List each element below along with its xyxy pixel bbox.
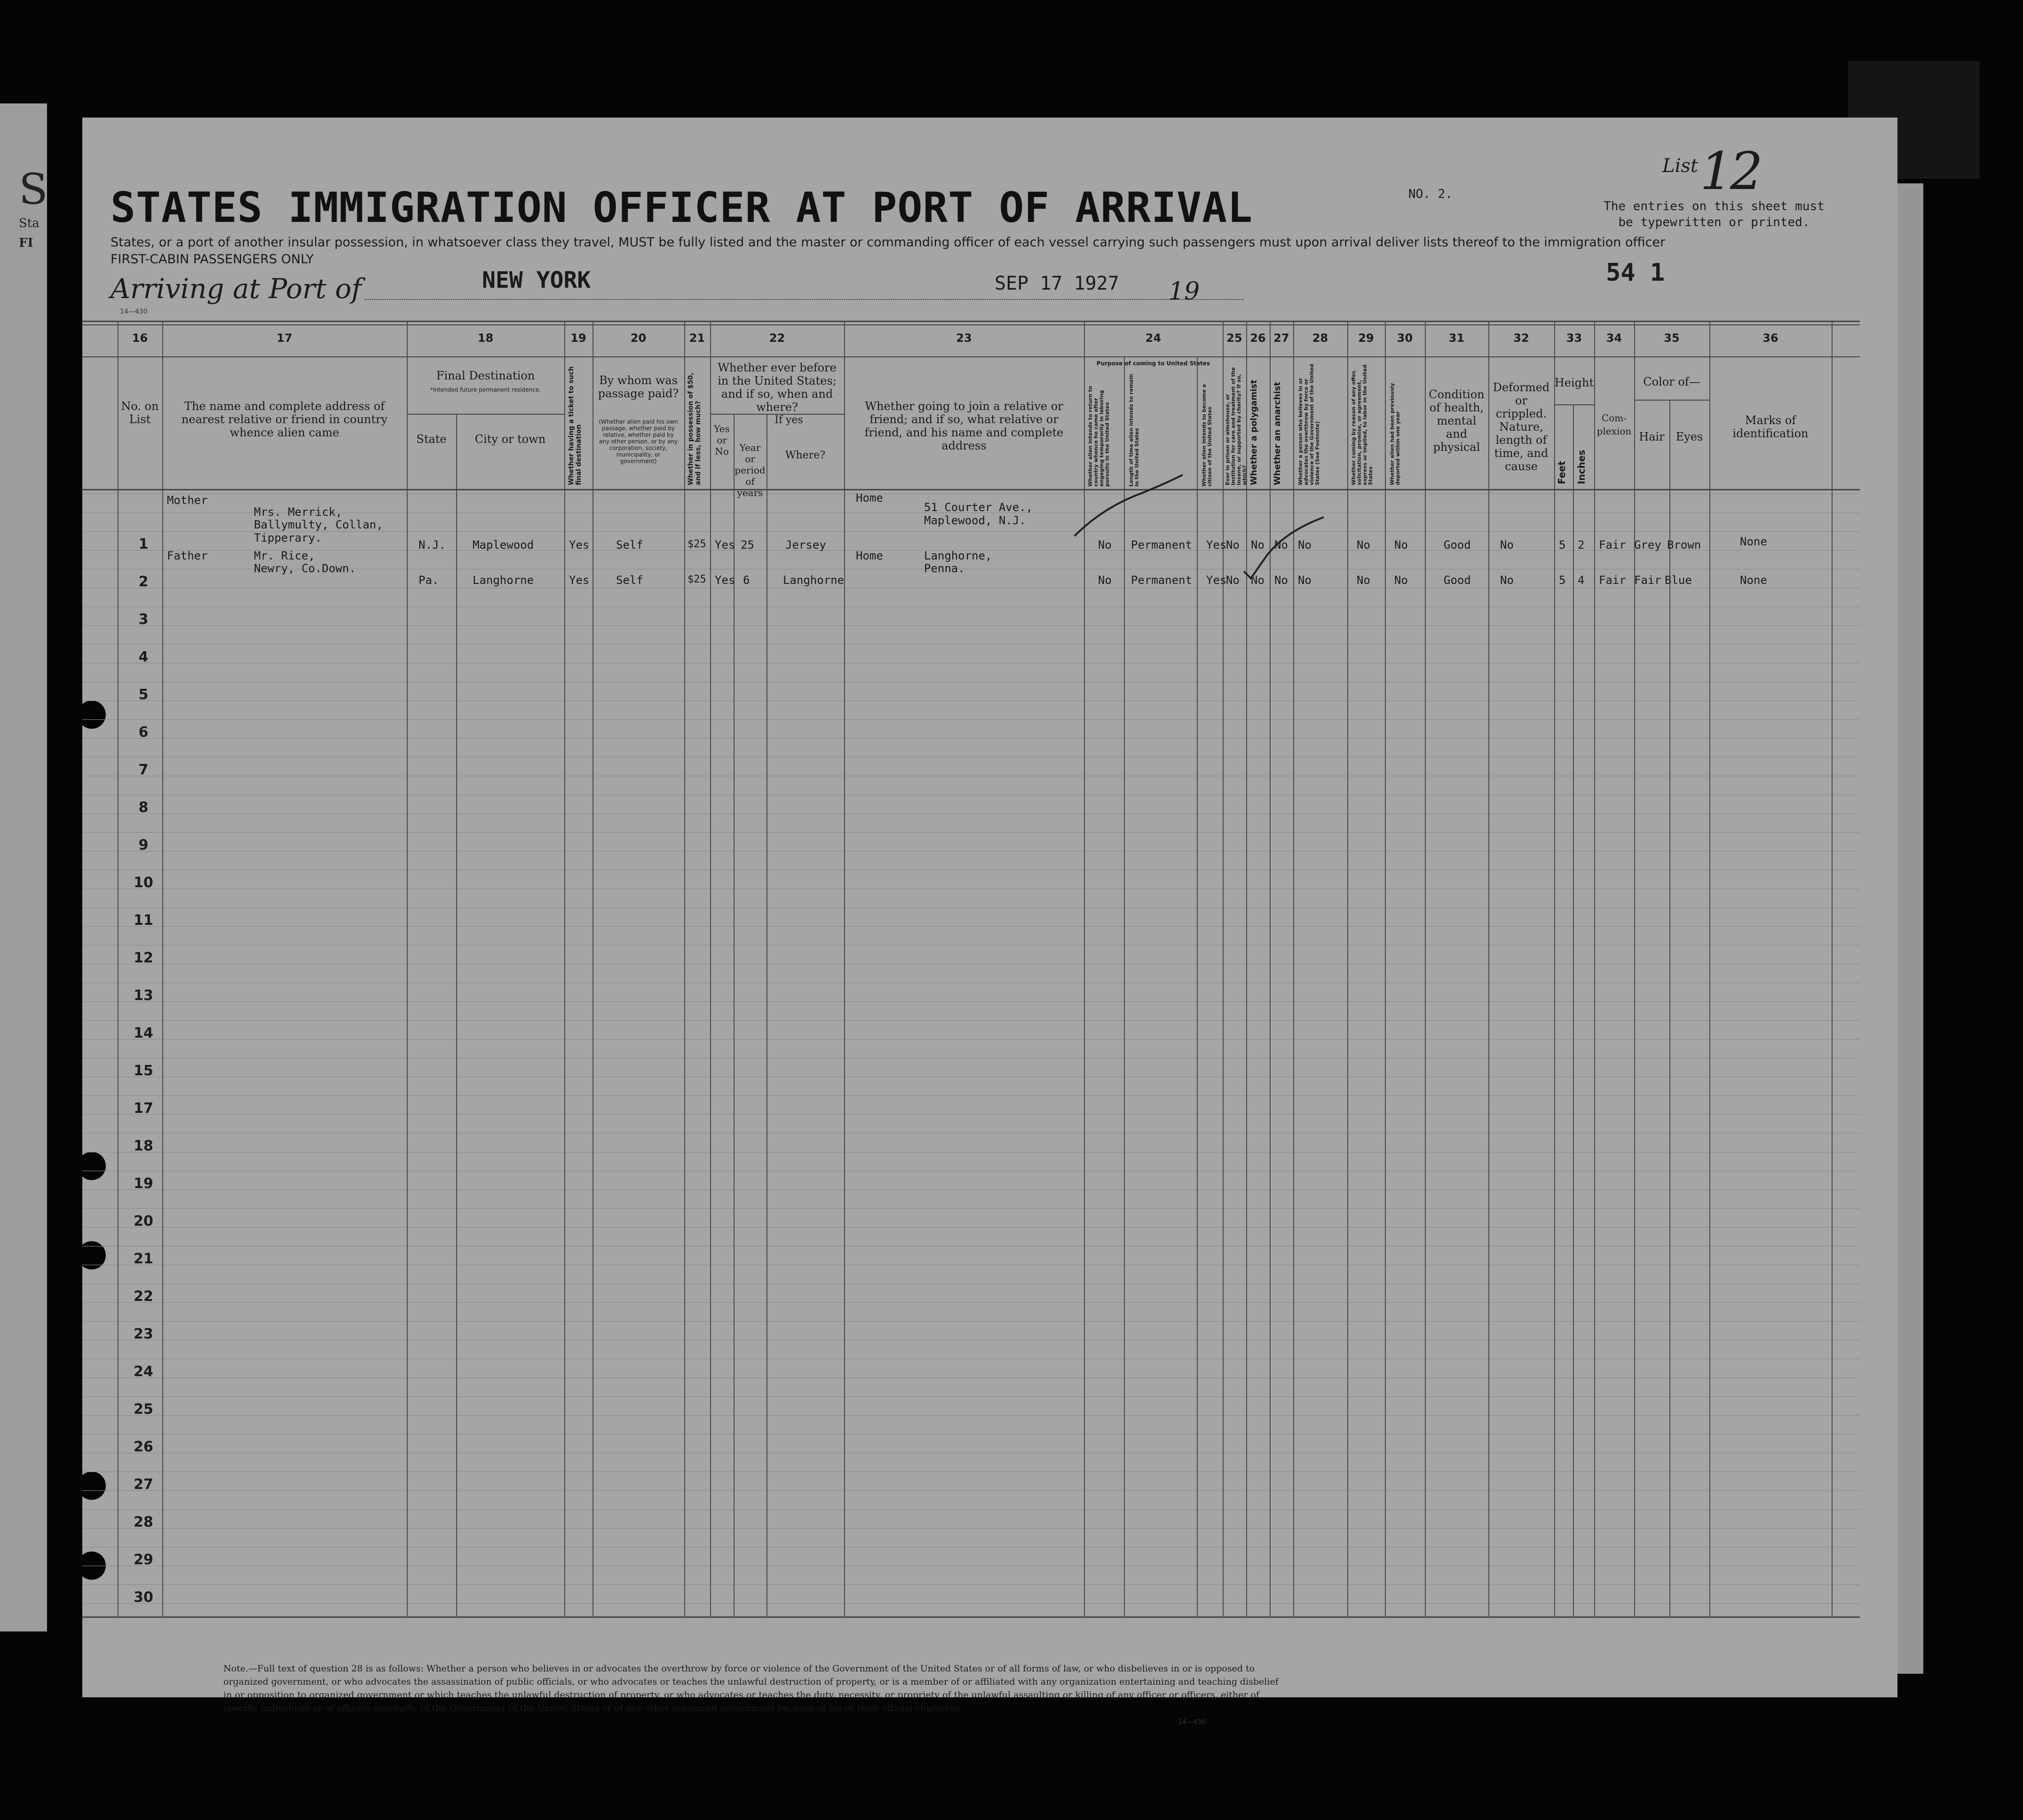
header-purpose: Purpose of coming to United States bbox=[1096, 360, 1210, 367]
row-number: 1 bbox=[138, 536, 149, 552]
row1-health: Good bbox=[1444, 538, 1471, 552]
header-eyes: Eyes bbox=[1675, 430, 1703, 443]
port-field-line bbox=[364, 299, 905, 300]
header-hair: Hair bbox=[1639, 430, 1665, 443]
row-number: 30 bbox=[134, 1589, 153, 1606]
row1-return: No bbox=[1098, 538, 1112, 552]
row-number: 27 bbox=[134, 1476, 153, 1493]
column-number: 31 bbox=[1448, 331, 1465, 345]
subheader-line bbox=[407, 414, 564, 415]
row2-inches: 4 bbox=[1578, 574, 1585, 587]
ruled-line bbox=[82, 1584, 1860, 1585]
row1-marks: None bbox=[1740, 535, 1767, 548]
arrival-date: SEP 17 1927 bbox=[995, 273, 1119, 294]
column-number: 30 bbox=[1397, 331, 1413, 345]
ruled-line bbox=[82, 1227, 1860, 1228]
header-final-destination: Final Destination bbox=[436, 369, 535, 382]
row2-join-address: Langhorne, bbox=[924, 549, 992, 562]
column-divider bbox=[162, 321, 163, 1617]
column-divider bbox=[564, 321, 565, 1617]
header-color-of: Color of— bbox=[1643, 375, 1700, 388]
header-state: State bbox=[416, 433, 447, 446]
ruled-line bbox=[82, 1039, 1860, 1040]
row2-marks: None bbox=[1740, 574, 1767, 587]
ruled-line bbox=[82, 719, 1860, 720]
check-stroke bbox=[1075, 475, 1183, 536]
row2-health: Good bbox=[1444, 574, 1471, 587]
port-value: NEW YORK bbox=[482, 267, 591, 293]
row1-city: Maplewood bbox=[473, 538, 534, 552]
column-divider bbox=[407, 321, 408, 1617]
row2-paid-by: Self bbox=[616, 574, 643, 587]
ruled-line bbox=[82, 1302, 1860, 1303]
class-label: FIRST-CABIN PASSENGERS ONLY bbox=[111, 252, 314, 267]
year-prefix: 19 bbox=[1169, 277, 1200, 306]
row-number: 17 bbox=[134, 1100, 153, 1117]
ruled-line bbox=[82, 907, 1860, 908]
row1-join-type: Home bbox=[856, 491, 883, 504]
column-divider bbox=[1709, 321, 1710, 1617]
row2-join-address: Penna. bbox=[924, 562, 965, 575]
row1-inches: 2 bbox=[1578, 538, 1585, 552]
adjacent-page-strip bbox=[0, 103, 47, 1631]
row1-before-years: 25 bbox=[741, 538, 754, 552]
row2-polygamist: No bbox=[1251, 574, 1264, 587]
column-number: 33 bbox=[1566, 331, 1582, 345]
entries-note bbox=[1582, 198, 1846, 230]
row-number: 2 bbox=[138, 574, 149, 590]
ruled-line bbox=[82, 1095, 1860, 1096]
ruled-line bbox=[82, 1114, 1860, 1115]
table-top-border bbox=[82, 321, 1860, 322]
header-feet: Feet bbox=[1556, 461, 1567, 484]
entries-note-line: The entries on this sheet must bbox=[1604, 199, 1825, 213]
subheader-line bbox=[1634, 400, 1709, 401]
check-marks bbox=[1070, 465, 1375, 588]
column-divider bbox=[1425, 321, 1426, 1617]
header-deported: Whether alien had been previously deported within one year bbox=[1389, 383, 1401, 485]
ruled-line bbox=[82, 832, 1860, 833]
ruled-line bbox=[82, 1321, 1860, 1322]
column-divider bbox=[1385, 321, 1386, 1617]
ruled-line bbox=[82, 1020, 1860, 1021]
row-number: 22 bbox=[134, 1288, 153, 1305]
row-number: 15 bbox=[134, 1063, 153, 1079]
header-ticket: Whether having a ticket to such final destination bbox=[568, 366, 583, 485]
header-passage-paid-sub: (Whether alien paid his own passage, whether paid by relative, whether paid by any other person, or by any corporation, society, municipality, or government) bbox=[599, 418, 678, 465]
ruled-line bbox=[82, 1509, 1860, 1510]
header-before-yesno: Yes or No bbox=[714, 423, 730, 457]
row1-polygamist: No bbox=[1251, 538, 1264, 552]
row-number: 7 bbox=[138, 762, 149, 778]
row2-feet: 5 bbox=[1559, 574, 1566, 587]
column-number: 28 bbox=[1312, 331, 1328, 345]
header-contract-labor: Whether coming by reason of any offer, solicitation, promise, or agreement, express or implied, to labor in the United States bbox=[1351, 364, 1374, 485]
column-divider bbox=[1488, 321, 1489, 1617]
row2-city: Langhorne bbox=[473, 574, 534, 587]
column-number: 17 bbox=[277, 331, 292, 345]
row1-money: $25 bbox=[688, 538, 706, 550]
row1-citizen: Yes bbox=[1206, 538, 1227, 552]
row1-deported: No bbox=[1394, 538, 1408, 552]
row-number: 19 bbox=[134, 1175, 153, 1192]
header-inches: Inches bbox=[1576, 449, 1587, 484]
row-number: 9 bbox=[138, 837, 149, 853]
row1-eyes: Brown bbox=[1667, 538, 1701, 552]
ruled-line bbox=[82, 1415, 1860, 1416]
row-number: 23 bbox=[134, 1326, 153, 1342]
row1-feet: 5 bbox=[1559, 538, 1566, 552]
column-number: 34 bbox=[1606, 331, 1622, 345]
row1-before-yn: Yes bbox=[715, 538, 735, 552]
header-purpose-return: Whether alien intends to return to country whence he came after engaging temporarily in laboring pursuits in the United States bbox=[1087, 386, 1110, 487]
column-divider bbox=[710, 321, 711, 1617]
row-number: 13 bbox=[134, 987, 153, 1004]
row-number: 21 bbox=[134, 1251, 153, 1267]
subheader-line bbox=[1554, 404, 1594, 405]
list-number: 12 bbox=[1700, 141, 1760, 201]
header-nearest-relative: The name and complete address of nearest relative or friend in country whence alien came bbox=[181, 400, 388, 439]
column-number: 36 bbox=[1762, 331, 1778, 345]
header-if-yes: If yes bbox=[774, 414, 803, 426]
header-height: Height bbox=[1554, 376, 1594, 389]
row1-relative-line: Ballymulty, Collan, bbox=[254, 518, 383, 531]
row2-length: Permanent bbox=[1131, 574, 1193, 587]
ruled-line bbox=[82, 531, 1860, 532]
colnum-divider bbox=[82, 356, 1860, 357]
row-number: 6 bbox=[138, 724, 149, 741]
column-number: 16 bbox=[132, 331, 148, 345]
row1-deformed: No bbox=[1500, 538, 1514, 552]
footnote-form-code: 14—430 bbox=[1178, 1718, 1206, 1726]
row-number: 12 bbox=[134, 950, 153, 966]
row1-prison: No bbox=[1226, 538, 1240, 552]
header-health: Condition of health, mental and physical bbox=[1429, 388, 1485, 454]
check-stroke bbox=[1244, 517, 1324, 578]
row1-state: N.J. bbox=[419, 538, 446, 552]
binder-hole bbox=[78, 701, 106, 729]
row-number: 10 bbox=[134, 875, 153, 891]
strip-char: Sta bbox=[19, 216, 40, 230]
row2-overthrow: No bbox=[1298, 574, 1312, 587]
column-number: 27 bbox=[1273, 331, 1289, 345]
column-number: 35 bbox=[1664, 331, 1680, 345]
instructions-text: States, or a port of another insular possession, in whatsoever class they travel, MUST be fully listed and the master or commanding officer of each vessel carrying such passengers must upon arrival deliver lists thereof to the immigration officer bbox=[111, 235, 1666, 250]
header-passage-paid: By whom was passage paid? bbox=[598, 374, 679, 400]
header-prison: Ever in prison or almshouse, or institution for care and treatment of the insane, or supported by charity? If so, which? bbox=[1225, 367, 1248, 485]
strip-char: FI bbox=[19, 236, 33, 250]
row1-hair: Grey bbox=[1634, 538, 1661, 552]
header-bottom-border bbox=[82, 489, 1860, 490]
row1-join-address: Maplewood, N.J. bbox=[924, 514, 1026, 527]
ruled-line bbox=[82, 738, 1860, 739]
row1-contract: No bbox=[1357, 538, 1370, 552]
column-number: 29 bbox=[1358, 331, 1374, 345]
row2-complexion: Fair bbox=[1599, 574, 1626, 587]
row1-paid-by: Self bbox=[616, 538, 643, 552]
ruled-line bbox=[82, 1133, 1860, 1134]
row2-relative-line: Newry, Co.Down. bbox=[254, 562, 356, 575]
form-number: NO. 2. bbox=[1408, 187, 1453, 201]
header-anarchist: Whether an anarchist bbox=[1272, 382, 1282, 485]
row2-relative-line: Mr. Rice, bbox=[254, 549, 316, 562]
row2-before-yn: Yes bbox=[715, 574, 735, 587]
header-money: Whether in possession of $50, and if less, how much? bbox=[687, 372, 702, 485]
row2-hair: Fair bbox=[1634, 574, 1661, 587]
row1-length: Permanent bbox=[1131, 538, 1193, 552]
header-complexion: Com-plexion bbox=[1596, 412, 1632, 437]
row-number: 5 bbox=[138, 686, 149, 703]
row2-ticket: Yes bbox=[569, 574, 590, 587]
column-divider bbox=[1554, 321, 1555, 1617]
table-top-border bbox=[82, 324, 1860, 325]
row-number: 28 bbox=[134, 1514, 153, 1530]
footnote: Note.—Full text of question 28 is as follows: Whether a person who believes in or advocates the overthrow by force or violence of the Government of the United States or of all forms of law, or who disbelieves in or is opposed to organized government, or who advocates the assassination of public officials, or who advocates or teaches the unlawful destruction of property, or is a member of or affiliated with any organization entertaining and teaching disbelief in or opposition to organized government or which teaches the unlawful destruction of property, or who advocates or teaches the duty, necessity, or propriety of the unlawful assaulting or killing of any officer or officers, either of specific individuals or of officers generally, of the Government of the United States or of any other organized government because of his or their official character. bbox=[223, 1663, 1279, 1713]
row-number: 11 bbox=[134, 912, 153, 929]
column-divider bbox=[118, 321, 119, 1617]
column-number: 26 bbox=[1250, 331, 1266, 345]
ruled-line bbox=[82, 644, 1860, 645]
row1-anarchist: No bbox=[1274, 538, 1288, 552]
column-number: 23 bbox=[956, 331, 972, 345]
manifest-sheet bbox=[82, 118, 1897, 1726]
row1-join-address: 51 Courter Ave., bbox=[924, 501, 1033, 514]
row1-before-where: Jersey bbox=[785, 538, 826, 552]
entries-note-line: be typewritten or printed. bbox=[1618, 215, 1810, 229]
ruled-line bbox=[82, 1396, 1860, 1397]
row-number: 3 bbox=[138, 611, 149, 628]
row2-money: $25 bbox=[688, 574, 706, 585]
column-number: 18 bbox=[477, 331, 494, 345]
header-overthrow: Whether a person who believes in or advocates the overthrow by force or violence of the Government of the United States (See Footnote) bbox=[1297, 364, 1320, 485]
row2-join-type: Home bbox=[856, 549, 883, 562]
row1-complexion: Fair bbox=[1599, 538, 1626, 552]
column-divider bbox=[1634, 321, 1635, 1617]
column-divider bbox=[456, 414, 457, 1617]
row-number: 18 bbox=[134, 1138, 153, 1154]
row2-before-where: Langhorne bbox=[783, 574, 845, 587]
row2-return: No bbox=[1098, 574, 1112, 587]
row-number: 8 bbox=[138, 799, 149, 816]
ruled-line bbox=[82, 1001, 1860, 1002]
row2-state: Pa. bbox=[419, 574, 439, 587]
header-before-year: Year or period of years bbox=[735, 442, 766, 498]
binder-hole bbox=[78, 1241, 106, 1269]
row1-relation: Mother bbox=[167, 494, 208, 507]
header-polygamist: Whether a polygamist bbox=[1249, 379, 1259, 485]
header-no-on-list: No. on List bbox=[121, 400, 159, 426]
header-deformed: Deformed or crippled. Nature, length of time, and cause bbox=[1493, 381, 1550, 473]
column-divider bbox=[1594, 321, 1595, 1617]
form-code: 14—430 bbox=[120, 308, 148, 315]
header-purpose-length: Length of time alien intends to remain in the United States bbox=[1128, 374, 1140, 487]
row2-anarchist: No bbox=[1274, 574, 1288, 587]
column-number: 22 bbox=[769, 331, 785, 345]
row2-contract: No bbox=[1357, 574, 1370, 587]
header-city: City or town bbox=[474, 433, 546, 446]
binder-hole bbox=[78, 1472, 106, 1500]
row2-citizen: Yes bbox=[1206, 574, 1227, 587]
column-number: 24 bbox=[1145, 331, 1162, 345]
ruled-line bbox=[82, 625, 1860, 626]
ruled-line bbox=[82, 926, 1860, 927]
column-number: 25 bbox=[1226, 331, 1242, 345]
column-divider bbox=[844, 321, 845, 1617]
row2-deformed: No bbox=[1500, 574, 1514, 587]
header-before-where: Where? bbox=[785, 449, 826, 461]
table-bottom-border bbox=[82, 1616, 1860, 1618]
page-title: STATES IMMIGRATION OFFICER AT PORT OF ARRIVAL bbox=[111, 183, 1253, 232]
ruled-line bbox=[82, 813, 1860, 814]
column-divider bbox=[684, 321, 685, 1617]
sheet-number: 54 1 bbox=[1606, 259, 1665, 287]
ruled-line bbox=[82, 1208, 1860, 1209]
row1-overthrow: No bbox=[1298, 538, 1312, 552]
header-purpose-citizen: Whether alien intends to become a citizen of the United States bbox=[1201, 384, 1213, 487]
row2-before-years: 6 bbox=[743, 574, 750, 587]
ruled-line bbox=[82, 1490, 1860, 1491]
column-number: 21 bbox=[689, 331, 705, 345]
column-divider bbox=[734, 414, 735, 1617]
row1-relative-line: Mrs. Merrick, bbox=[254, 505, 342, 519]
row2-deported: No bbox=[1394, 574, 1408, 587]
list-label: List bbox=[1662, 155, 1698, 177]
header-marks: Marks of identification bbox=[1732, 414, 1809, 440]
row2-eyes: Blue bbox=[1665, 574, 1692, 587]
row-number: 24 bbox=[134, 1363, 153, 1380]
row-number: 14 bbox=[134, 1025, 153, 1041]
row-number: 26 bbox=[134, 1439, 153, 1455]
row-number: 4 bbox=[138, 649, 149, 665]
row1-relative-line: Tipperary. bbox=[254, 531, 322, 544]
row2-relation: Father bbox=[167, 549, 208, 562]
row-number: 20 bbox=[134, 1213, 153, 1229]
ruled-line bbox=[82, 1603, 1860, 1604]
column-divider bbox=[1573, 404, 1574, 1617]
column-number: 32 bbox=[1513, 331, 1529, 345]
header-join-relative: Whether going to join a relative or friend; and if so, what relative or friend, and his name and complete address bbox=[864, 400, 1064, 452]
row-number: 25 bbox=[134, 1401, 153, 1418]
column-divider bbox=[1832, 321, 1833, 1617]
header-final-destination-sub: *Intended future permanent residence. bbox=[430, 386, 541, 393]
strip-char: S bbox=[19, 165, 48, 214]
row-number: 29 bbox=[134, 1552, 153, 1568]
row2-prison: No bbox=[1226, 574, 1240, 587]
row1-ticket: Yes bbox=[569, 538, 590, 552]
column-number: 19 bbox=[570, 331, 586, 345]
column-number: 20 bbox=[630, 331, 647, 345]
header-ever-before: Whether ever before in the United States; and if so, when and where? bbox=[718, 361, 837, 414]
arriving-label: Arriving at Port of bbox=[111, 273, 362, 305]
binder-hole bbox=[78, 1152, 106, 1180]
